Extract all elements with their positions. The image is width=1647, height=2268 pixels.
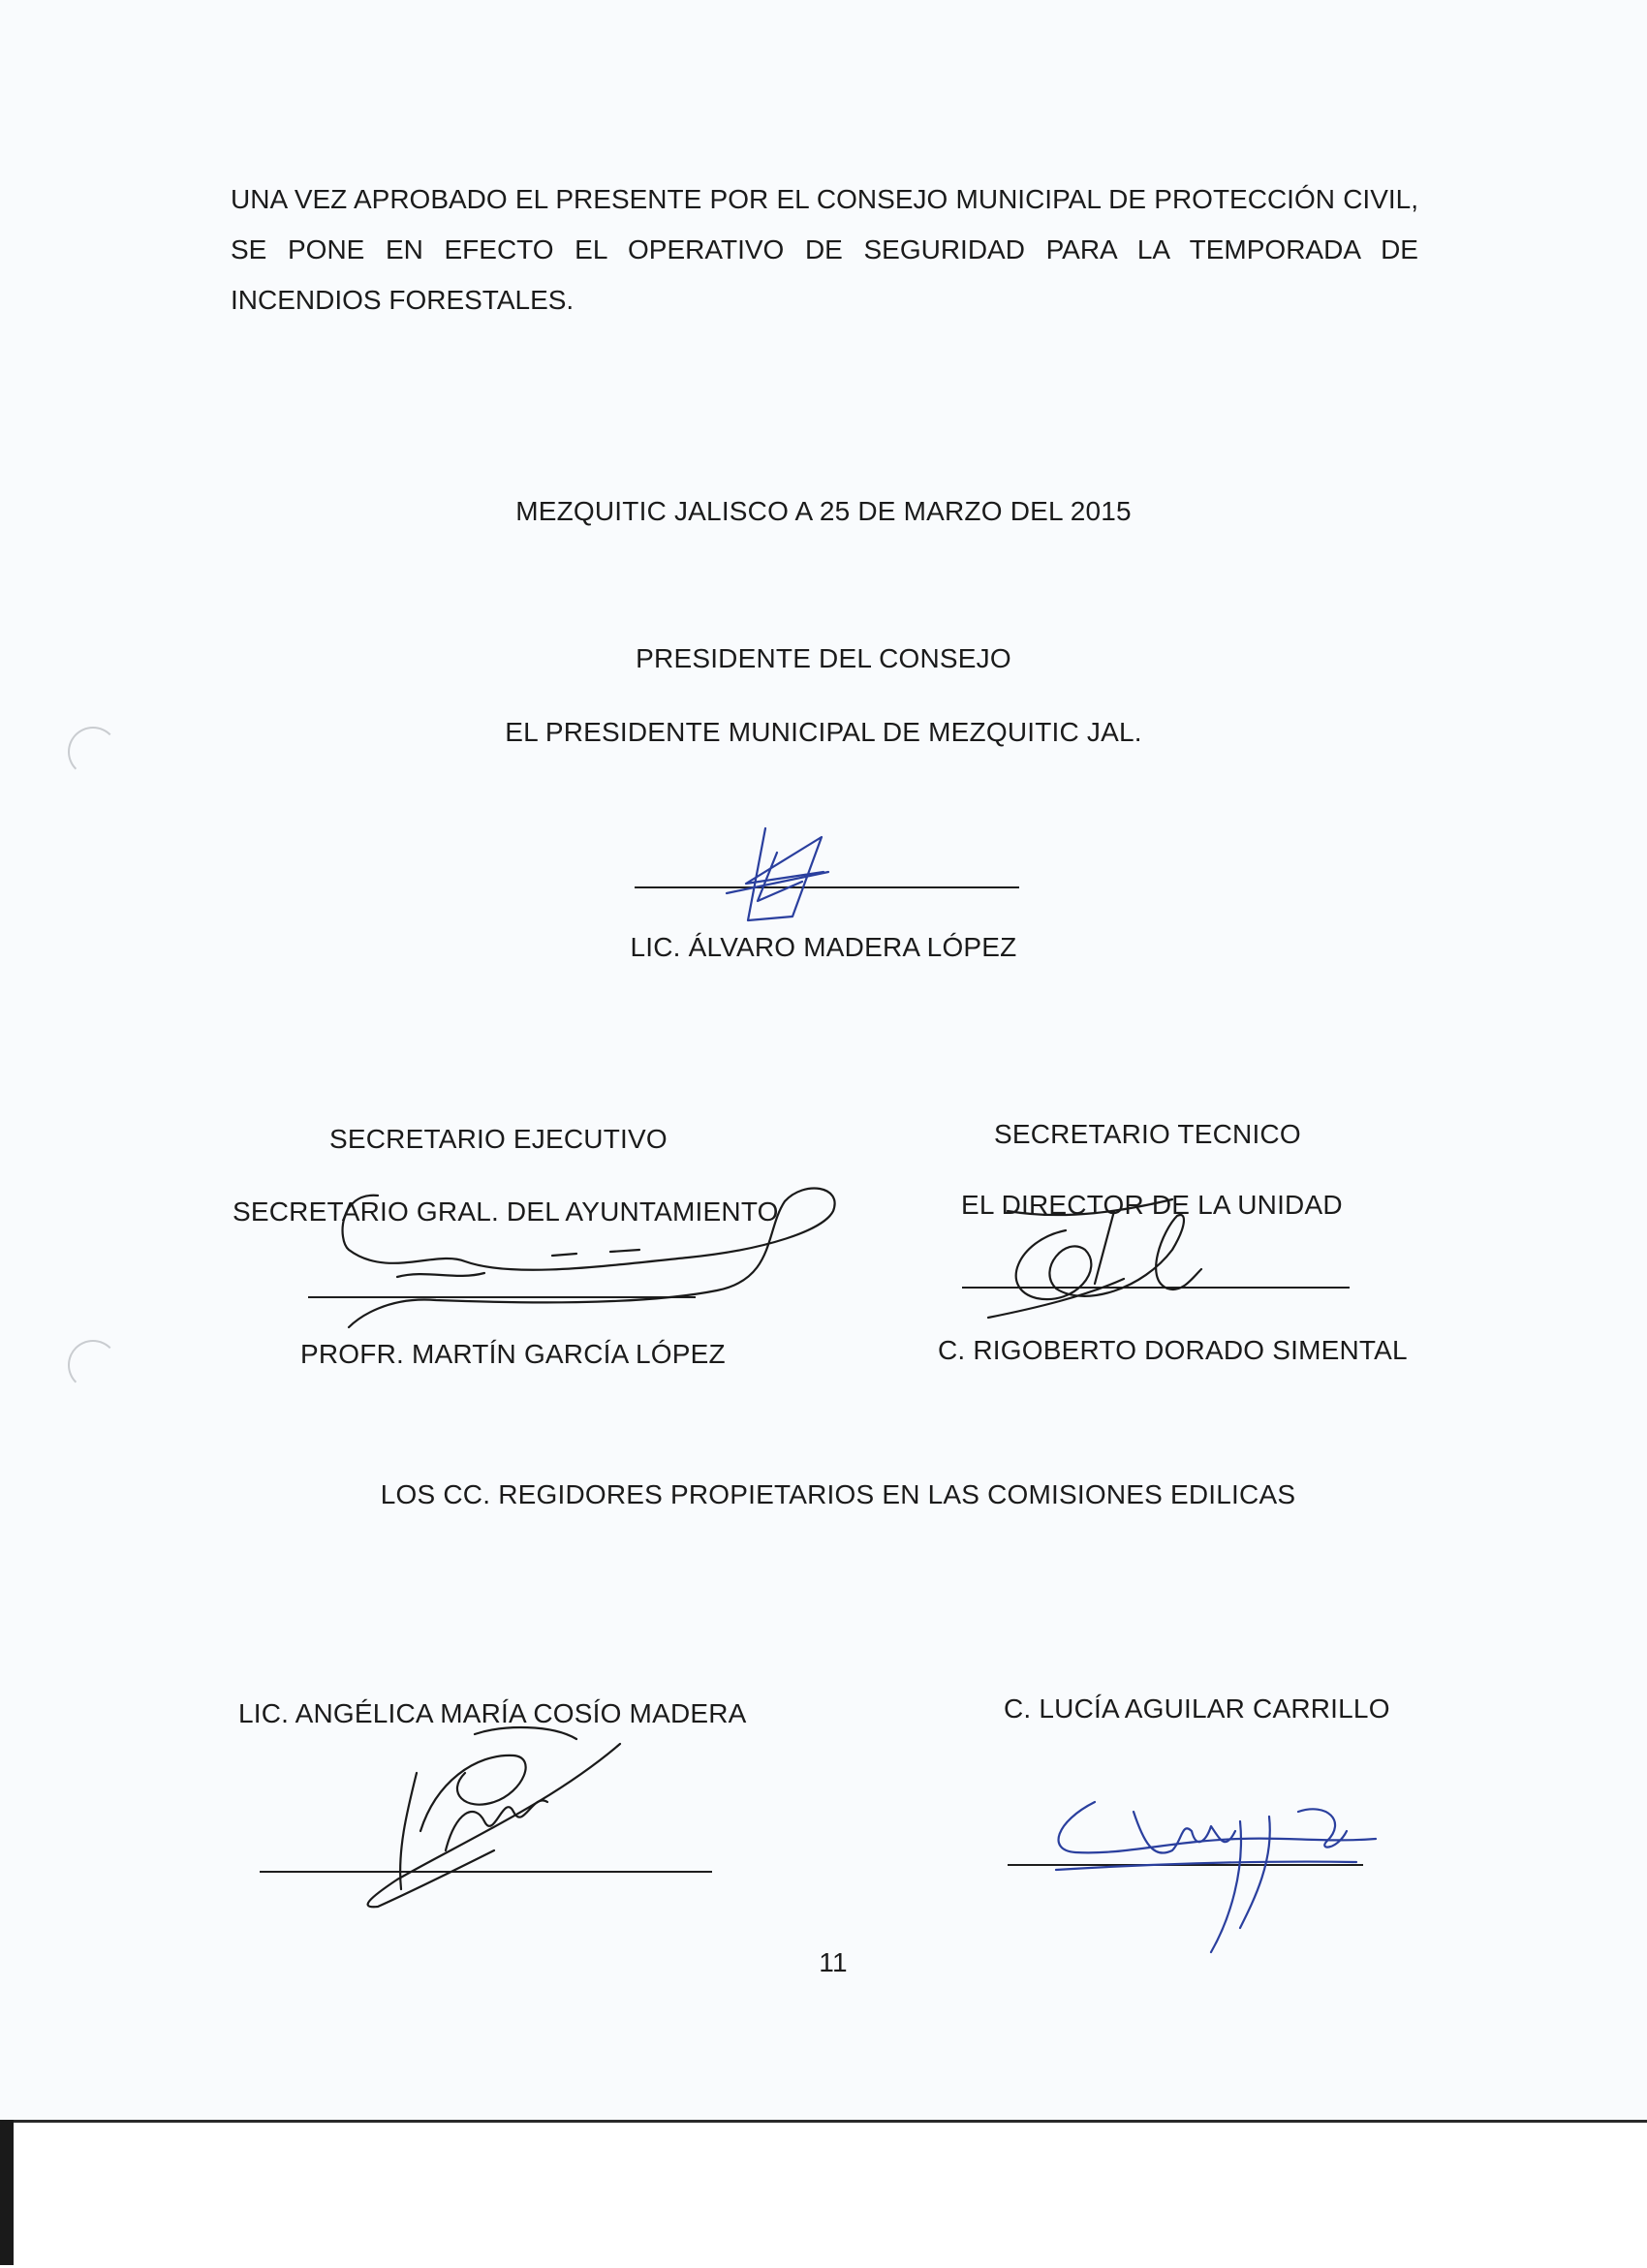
secretary-executive-signature [320, 1172, 843, 1337]
secretary-technical-title: EL DIRECTOR DE LA UNIDAD [961, 1190, 1343, 1220]
president-title: EL PRESIDENTE MUNICIPAL DE MEZQUITIC JAL. [505, 717, 1142, 747]
scan-edge-shadow [0, 2120, 14, 2265]
president-name: LIC. ÁLVARO MADERA LÓPEZ [630, 932, 1017, 962]
place-date: MEZQUITIC JALISCO A 25 DE MARZO DEL 2015 [515, 496, 1132, 526]
president-role: PRESIDENTE DEL CONSEJO [636, 643, 1011, 673]
regidor-2-signature [1037, 1783, 1385, 1957]
secretary-executive-title: SECRETARIO GRAL. DEL AYUNTAMIENTO [233, 1196, 779, 1227]
secretary-executive-role: SECRETARIO EJECUTIVO [329, 1124, 668, 1154]
punch-hole-bottom [68, 1340, 118, 1390]
scan-bottom-margin [0, 2120, 1647, 2268]
regidor-1-signature [339, 1715, 630, 1918]
regidor-1-name: LIC. ANGÉLICA MARÍA COSÍO MADERA [238, 1698, 747, 1728]
secretary-technical-signature [979, 1182, 1230, 1327]
intro-paragraph: UNA VEZ APROBADO EL PRESENTE POR EL CONSEJO MUNICIPAL DE PROTECCIÓN CIVIL, SE PONE EN EFECTO EL OPERATIVO DE SEGURIDAD PARA LA TEMPORADA DE INCENDIOS FORESTALES. [231, 184, 1418, 315]
president-signature [707, 823, 843, 930]
secretary-executive-name: PROFR. MARTÍN GARCÍA LÓPEZ [300, 1339, 726, 1369]
page-number: 11 [819, 1947, 848, 1977]
secretary-technical-name: C. RIGOBERTO DORADO SIMENTAL [938, 1335, 1408, 1365]
secretary-technical-role: SECRETARIO TECNICO [994, 1119, 1301, 1149]
regidor-2-name: C. LUCÍA AGUILAR CARRILLO [1004, 1693, 1390, 1724]
regidores-heading: LOS CC. REGIDORES PROPIETARIOS EN LAS COMISIONES EDILICAS [380, 1479, 1296, 1509]
